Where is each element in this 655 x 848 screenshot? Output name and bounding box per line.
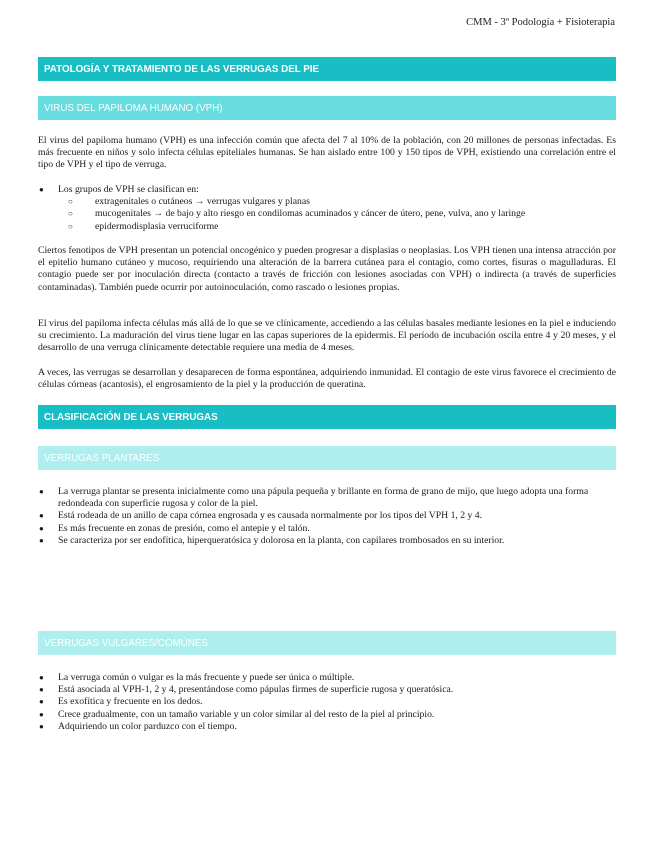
bullet-icon: ●	[39, 685, 44, 695]
circle-bullet-icon: ○	[68, 197, 73, 207]
list-item-text: Está asociada al VPH-1, 2 y 4, presentándose como pápulas firmes de superficie rugosa y queratósica.	[58, 684, 454, 696]
vph-paragraph-2: Ciertos fenotipos de VPH presentan un potencial oncogénico y pueden progresar a displasias o neoplasias. Los VPH tienen una intensa atracción por el epitelio humano cutáneo y mucoso, requiriendo una alteración de la barrera cutánea para el contagio, como cortes, fisuras o magulladuras. El contagio puede ser por inoculación directa (contacto a través de fricción con lesiones asociadas con VPH) o indirecta (a través de superficies contaminadas). También puede ocurrir por autoinoculación, como rascado o lesiones propias.	[38, 245, 616, 293]
bullet-icon: ●	[39, 709, 44, 719]
sublist-item	[58, 196, 616, 208]
sublist-item-text: mucogenitales → de bajo y alto riesgo en condilomas acuminados y cáncer de útero, pene, vulva, ano y laringe	[95, 208, 526, 220]
bullet-icon: ●	[39, 673, 44, 682]
bullet-icon: ●	[39, 721, 44, 731]
list-item-text: La verruga común o vulgar es la más frecuente y puede ser única o múltiple.	[58, 672, 355, 683]
circle-bullet-icon: ○	[68, 221, 73, 231]
section-heading-vulgares: VERRUGAS VULGARES/COMÚNES	[38, 631, 616, 655]
vph-groups-list	[38, 184, 616, 233]
list-item-text: Crece gradualmente, con un tamaño variable y un color similar al del resto de la piel al principio.	[58, 708, 435, 720]
section-heading-plantares: VERRUGAS PLANTARES	[38, 446, 616, 470]
vph-paragraph-4: A veces, las verrugas se desarrollan y desaparecen de forma espontánea, adquiriendo inmunidad. El contagio de este virus favorece el crecimiento de células córneas (acantosis), el engrosamiento de la piel y la producción de queratina.	[38, 367, 616, 391]
section-heading-clasificacion: CLASIFICACIÓN DE LAS VERRUGAS	[38, 405, 616, 429]
list-item	[38, 696, 616, 708]
list-item	[38, 510, 616, 522]
bullet-icon: ●	[39, 487, 44, 496]
list-item	[38, 486, 616, 510]
list-item-text: Adquiriendo un color parduzco con el tiempo.	[58, 720, 237, 732]
list-item-text: La verruga plantar se presenta inicialmente como una pápula pequeña y brillante en forma de grano de mijo, que luego adopta una forma redondeada con superficie rugosa y color de la piel.	[58, 486, 589, 510]
bullet-icon: ●	[39, 697, 44, 707]
sublist-item	[58, 208, 616, 220]
bullet-icon: ●	[39, 511, 44, 521]
sublist-item-text: extragenitales o cutáneos → verrugas vulgares y planas	[95, 196, 310, 208]
list-item	[38, 709, 616, 721]
list-item	[38, 684, 616, 696]
list-item-text: Se caracteriza por ser endofítica, hiperqueratósica y dolorosa en la planta, con capilares trombosados en su interior.	[58, 534, 505, 546]
list-item	[38, 672, 616, 684]
page-header: CMM - 3º Podología + Fisioterapia	[466, 17, 615, 28]
sublist-item	[58, 221, 616, 233]
circle-bullet-icon: ○	[68, 209, 73, 219]
list-item	[38, 184, 616, 233]
list-item	[38, 535, 616, 547]
list-item-text: Es exofítica y frecuente en los dedos.	[58, 696, 203, 708]
list-item-text: Los grupos de VPH se clasifican en:	[58, 184, 199, 195]
list-item	[38, 721, 616, 733]
vph-groups-sublist	[58, 196, 616, 233]
sublist-item-text: epidermodisplasia verruciforme	[95, 220, 219, 232]
plantares-list	[38, 486, 616, 547]
bullet-icon: ●	[39, 185, 44, 194]
vulgares-list	[38, 672, 616, 733]
list-item-text: Es más frecuente en zonas de presión, como el antepie y el talón.	[58, 522, 310, 534]
list-item-text: Está rodeada de un anillo de capa córnea engrosada y es causada normalmente por los tipos del VPH 1, 2 y 4.	[58, 510, 483, 522]
section-heading-vph: VIRUS DEL PAPILOMA HUMANO (VPH)	[38, 96, 616, 120]
bullet-icon: ●	[39, 535, 44, 545]
vph-paragraph-1: El virus del papiloma humano (VPH) es una infección común que afecta del 7 al 10% de la población, con 20 millones de personas infectadas. Es más frecuente en niños y solo infecta células epiteliales humanas. Se han aislado entre 100 y 150 tipos de VPH, existiendo una correlación entre el tipo de VPH y el tipo de verruga.	[38, 135, 616, 171]
vph-paragraph-3: El virus del papiloma infecta células más allá de lo que se ve clínicamente, accediendo a las células basales mediante lesiones en la piel e induciendo su crecimiento. La maduración del virus tiene lugar en las capas superiores de la epidermis. El período de incubación oscila entre 4 y 20 meses, y el desarrollo de una verruga clínicamente detectable requiere una media de 4 meses.	[38, 318, 616, 354]
bullet-icon: ●	[39, 523, 44, 533]
document-title: PATOLOGÍA Y TRATAMIENTO DE LAS VERRUGAS DEL PIE	[38, 57, 616, 81]
list-item	[38, 523, 616, 535]
